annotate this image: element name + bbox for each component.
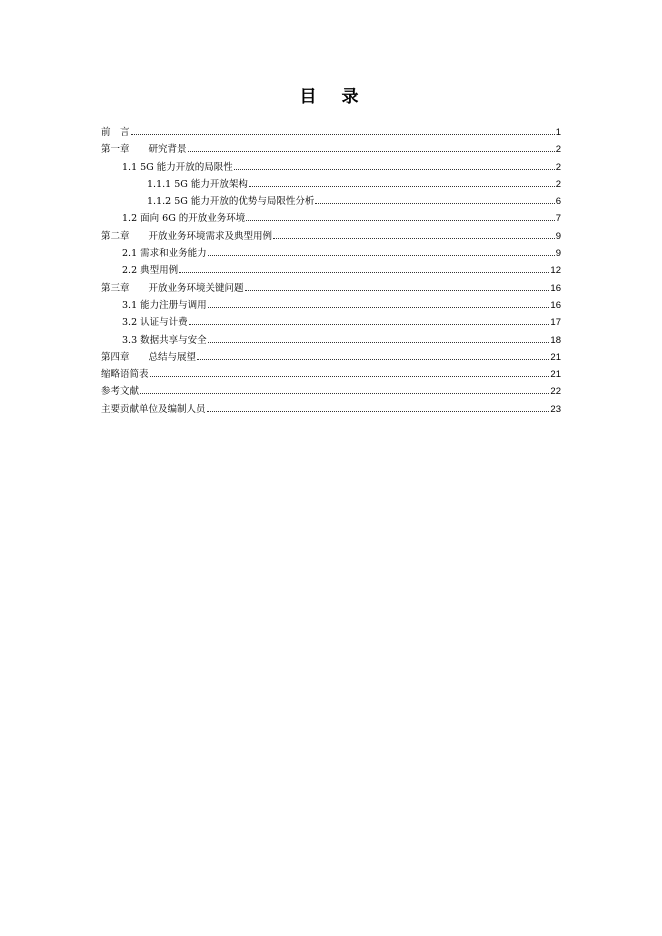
dot-leader xyxy=(249,186,555,187)
toc-entry-page-number: 2 xyxy=(555,144,561,156)
dot-leader xyxy=(315,203,554,204)
toc-entry[interactable] xyxy=(101,210,561,227)
toc-entry[interactable] xyxy=(101,176,561,193)
toc-entry[interactable] xyxy=(101,314,561,331)
dot-leader xyxy=(246,220,554,221)
toc-entry-label: 1.1.1 5G 能力开放架构 xyxy=(147,178,248,190)
toc-entry-label: 2.1 需求和业务能力 xyxy=(122,248,207,260)
toc-entry[interactable] xyxy=(101,401,561,418)
dot-leader xyxy=(188,151,555,152)
dot-leader xyxy=(140,393,549,394)
toc-entry-label: 3.1 能力注册与调用 xyxy=(122,299,207,311)
dot-leader xyxy=(208,307,550,308)
toc-entry-page-number: 16 xyxy=(550,299,561,311)
toc-entry-label: 1.1.2 5G 能力开放的优势与局限性分析 xyxy=(147,196,315,208)
toc-entry-label: 第三章 开放业务环境关键问题 xyxy=(101,282,244,294)
dot-leader xyxy=(189,324,550,325)
toc-entry-label: 缩略语简表 xyxy=(101,369,149,381)
toc-entry[interactable] xyxy=(101,245,561,262)
toc-entry[interactable] xyxy=(101,159,561,176)
toc-entry-label: 1.2 面向 6G 的开放业务环境 xyxy=(122,213,246,225)
toc-entry-page-number: 6 xyxy=(555,196,561,208)
dot-leader xyxy=(234,169,555,170)
toc-entry-page-number: 12 xyxy=(550,265,561,277)
dot-leader xyxy=(273,238,555,239)
dot-leader xyxy=(207,411,550,412)
toc-entry-label: 第二章 开放业务环境需求及典型用例 xyxy=(101,230,273,242)
toc-entry-label: 1.1 5G 能力开放的局限性 xyxy=(122,161,233,173)
toc-entry-page-number: 23 xyxy=(550,403,561,415)
toc-entry[interactable] xyxy=(101,262,561,279)
toc-entry-page-number: 9 xyxy=(555,248,561,260)
toc-entry-label: 主要贡献单位及编制人员 xyxy=(101,403,206,415)
toc-entry[interactable] xyxy=(101,193,561,210)
dot-leader xyxy=(245,290,550,291)
toc-entry-page-number: 16 xyxy=(550,282,561,294)
toc-entry-page-number: 22 xyxy=(550,386,561,398)
toc-entry-page-number: 9 xyxy=(555,230,561,242)
dot-leader xyxy=(208,342,550,343)
toc-entry[interactable] xyxy=(101,124,561,141)
toc-entry-label: 前 言 xyxy=(101,127,130,138)
toc-list xyxy=(101,124,561,418)
dot-leader xyxy=(179,272,549,273)
toc-entry-page-number: 17 xyxy=(550,317,561,329)
toc-entry-page-number: 2 xyxy=(555,178,561,190)
toc-entry-page-number: 18 xyxy=(550,334,561,346)
toc-entry[interactable] xyxy=(101,297,561,314)
toc-entry[interactable] xyxy=(101,280,561,297)
toc-entry-page-number: 2 xyxy=(555,161,561,173)
toc-entry[interactable] xyxy=(101,366,561,383)
toc-title: 目 录 xyxy=(299,87,363,107)
toc-entry-page-number: 7 xyxy=(555,213,561,225)
toc-entry-page-number: 1 xyxy=(555,127,561,138)
toc-entry[interactable] xyxy=(101,141,561,158)
toc-entry[interactable] xyxy=(101,228,561,245)
toc-entry-label: 3.3 数据共享与安全 xyxy=(122,334,207,346)
toc-entry[interactable] xyxy=(101,349,561,366)
toc-entry-page-number: 21 xyxy=(550,369,561,381)
dot-leader xyxy=(131,134,555,135)
toc-entry-label: 2.2 典型用例 xyxy=(122,265,179,277)
toc-entry-label: 第四章 总结与展望 xyxy=(101,351,197,363)
toc-entry-label: 参考文献 xyxy=(101,386,140,398)
toc-entry-page-number: 21 xyxy=(550,351,561,363)
dot-leader xyxy=(208,255,555,256)
toc-entry[interactable] xyxy=(101,383,561,400)
toc-entry[interactable] xyxy=(101,332,561,349)
toc-entry-label: 第一章 研究背景 xyxy=(101,144,187,156)
toc-entry-label: 3.2 认证与计费 xyxy=(122,317,188,329)
dot-leader xyxy=(150,376,550,377)
dot-leader xyxy=(197,359,549,360)
